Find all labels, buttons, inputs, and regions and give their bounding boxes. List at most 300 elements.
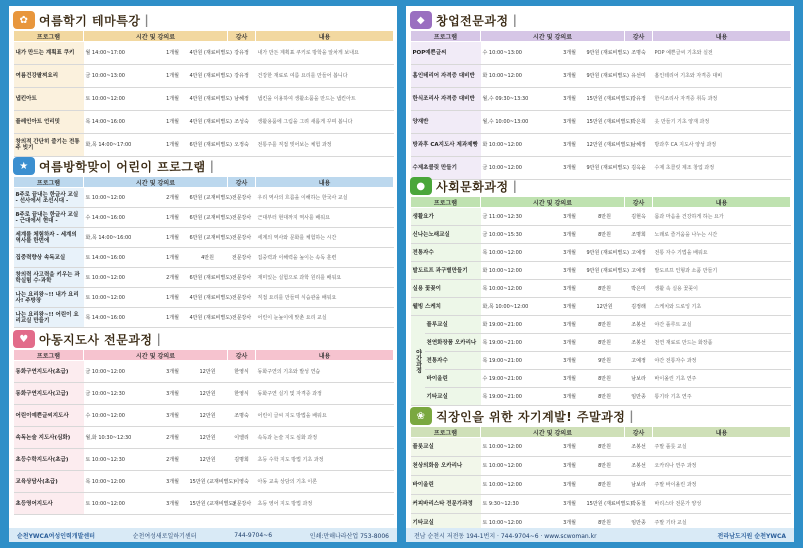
section-title: ◆ 창업전문과정 |: [410, 10, 790, 30]
night-course-label: 야간과정: [411, 316, 425, 406]
fee: 8만원: [585, 476, 625, 495]
program-name: 홈인테리어 자격증 대비반: [411, 65, 481, 88]
flower-icon: ✿: [13, 11, 35, 29]
teacher-name: 고예정: [625, 262, 653, 280]
program-name: 한식조리사 자격증 대비반: [411, 88, 481, 111]
schedule-time: 수 10:00~12:00: [84, 405, 158, 427]
fee: 8만원: [585, 457, 625, 476]
duration: 3개월: [555, 157, 585, 180]
fee: 8만원: [585, 370, 625, 388]
duration: 3개월: [555, 262, 585, 280]
teacher-name: 박은미: [625, 280, 653, 298]
column-header: 프로그램: [411, 427, 481, 438]
schedule-time: 금 10:00~15:30: [481, 226, 555, 244]
description: 한식조리사 자격증 취득 과정: [653, 88, 791, 111]
teacher-name: 조봉선: [625, 316, 653, 334]
duration: 2개월: [158, 268, 188, 288]
description: 몸과 마음을 건강하게 하는 요가: [653, 208, 791, 226]
table-row: [14, 88, 394, 111]
fee: 9만원 (재료비별도): [585, 157, 625, 180]
description: 방과후 CA 지도사 양성 과정: [653, 134, 791, 157]
column-header: 강사: [228, 31, 256, 42]
section-title: ♥ 아동지도사 전문과정 |: [13, 329, 393, 349]
fee: 15만원 (교재비별도): [188, 493, 228, 515]
duration: 3개월: [555, 208, 585, 226]
section-child-instructor: [13, 329, 393, 515]
fee: 4만원 (재료비별도): [188, 65, 228, 88]
teacher-name: 김현옥: [625, 208, 653, 226]
schedule-time: 금 10:00~12:00: [481, 157, 555, 180]
table-row: [14, 188, 394, 208]
fee: 12만원: [188, 383, 228, 405]
column-header: 시간 및 강의료: [84, 177, 228, 188]
program-name: 속독논술 지도사(심화): [14, 427, 84, 449]
program-name: 바이올린: [425, 370, 481, 388]
column-header: 시간 및 강의료: [481, 31, 625, 42]
fee: 12만원: [188, 405, 228, 427]
section-title: ● 사회문화과정 |: [410, 176, 790, 196]
column-header: 내용: [653, 31, 791, 42]
program-name: 나는 요리왕~!! 내가 요리사! 주방장: [14, 288, 84, 308]
schedule-time: 토 10:00~12:00: [84, 188, 158, 208]
table-row: [411, 208, 791, 226]
duration: 1개월: [158, 288, 188, 308]
table-row: [411, 370, 791, 388]
program-name: 8주로 끝내는 한글사 교실 - 근대에서 현대 -: [14, 208, 84, 228]
duration: 2개월: [158, 449, 188, 471]
teacher-name: 한영식: [228, 383, 256, 405]
schedule-time: 토 10:00~12:00: [84, 268, 158, 288]
fee: 15만원 (재료비별도): [585, 495, 625, 514]
footer: [406, 528, 794, 542]
duration: 1개월: [158, 65, 188, 88]
program-name: 8주로 끝내는 한글사 교실 - 선사에서 조선시대 -: [14, 188, 84, 208]
table-row: [411, 88, 791, 111]
description: 통기타 기초 연주: [653, 388, 791, 406]
program-table: [13, 30, 394, 157]
teacher-name: 조봉선: [625, 457, 653, 476]
column-header: 시간 및 강의료: [84, 31, 228, 42]
duration: 3개월: [158, 361, 188, 383]
center-name: 순천여성새로일하기센터: [132, 532, 197, 540]
fee: 4만원 (재료비별도): [188, 288, 228, 308]
schedule-time: 월,수 09:30~13:30: [481, 88, 555, 111]
description: 주말 플룻 교실: [653, 438, 791, 457]
table-row: [14, 248, 394, 268]
description: 옷 만들기 기초 양재 과정: [653, 111, 791, 134]
teacher-name: 전문강사: [228, 268, 256, 288]
schedule-time: 토 10:00~12:00: [481, 457, 555, 476]
description: 우리 역사의 흐름을 이해하는 한국사 교실: [256, 188, 394, 208]
fee: 15만원 (재료비별도): [585, 111, 625, 134]
program-name: 신나는노래교실: [411, 226, 481, 244]
duration: 3개월: [555, 280, 585, 298]
table-row: [14, 228, 394, 248]
program-name: 동화구연지도사(고급): [14, 383, 84, 405]
description: 아동 교육 상담의 기초 이론: [256, 471, 394, 493]
section-social-culture: [410, 176, 790, 406]
table-row: [411, 457, 791, 476]
phone-number: 744-9704~6: [234, 531, 273, 539]
column-header: 강사: [625, 427, 653, 438]
teacher-name: 임만종: [625, 514, 653, 533]
address: 전남 순천시 저전동 194-1번지 · 744-9704~6 · www.scwoman.kr: [414, 532, 597, 540]
teacher-name: 전문강사: [228, 493, 256, 515]
printer-info: 인쇄:만해나라산업 753-8006: [309, 532, 389, 540]
schedule-time: 토 10:00~12:00: [481, 514, 555, 533]
fee: 15만원 (교재비별도): [188, 471, 228, 493]
program-name: 내가 만드는 계획표 쿠키: [14, 42, 84, 65]
teacher-name: 조봉선: [625, 334, 653, 352]
schedule-time: 토 10:00~12:00: [84, 88, 158, 111]
program-name: 생활요가: [411, 208, 481, 226]
fee: 6만원 (재료비별도): [188, 268, 228, 288]
program-name: 양재반: [411, 111, 481, 134]
schedule-time: 토 14:00~16:00: [84, 248, 158, 268]
table-row: [411, 111, 791, 134]
schedule-time: 화,목 14:00~17:00: [84, 134, 158, 157]
schedule-time: 목 14:00~16:00: [84, 111, 158, 134]
table-row: [14, 383, 394, 405]
duration: 3개월: [555, 226, 585, 244]
description: 세계의 역사와 문화를 체험하는 시간: [256, 228, 394, 248]
program-name: 전통자수: [411, 244, 481, 262]
description: 근대부터 현대까지 역사를 배워요: [256, 208, 394, 228]
star-icon: ★: [13, 157, 35, 175]
section-summer-special: [13, 10, 393, 157]
description: 동화구연 실기 및 자격증 과정: [256, 383, 394, 405]
teacher-name: 한영식: [228, 361, 256, 383]
heart-icon: ♥: [13, 330, 35, 348]
schedule-time: 금 10:00~12:00: [84, 361, 158, 383]
teacher-name: 남보라: [625, 476, 653, 495]
program-name: 어린이예쁜글씨지도사: [14, 405, 84, 427]
teacher-name: 조명희: [625, 226, 653, 244]
program-name: 방과후 CA지도사 제과제빵: [411, 134, 481, 157]
duration: 3개월: [555, 457, 585, 476]
program-name: 플레인아트 언리밋: [14, 111, 84, 134]
duration: 3개월: [555, 476, 585, 495]
program-name: 플루교실: [425, 316, 481, 334]
table-row: [411, 316, 791, 334]
teacher-name: 박은희: [625, 111, 653, 134]
duration: 3개월: [555, 42, 585, 65]
schedule-time: 목 19:00~21:00: [481, 388, 555, 406]
description: 수제 초콜릿 제조 창업 과정: [653, 157, 791, 180]
fee: 4만원 (재료비별도): [188, 42, 228, 65]
person-icon: ●: [410, 177, 432, 195]
schedule-time: 토 10:00~12:00: [481, 438, 555, 457]
teacher-name: 유선미: [625, 65, 653, 88]
schedule-time: 토 10:00~12:00: [84, 493, 158, 515]
fee: 15만원 (재료비별도): [585, 88, 625, 111]
fee: 9만원 (재료비별도): [585, 244, 625, 262]
teacher-name: 이영숙: [228, 471, 256, 493]
ywca-logo: 순천YWCA여성인력개발센터: [17, 532, 95, 540]
schedule-time: 월,수 10:00~13:00: [481, 111, 555, 134]
program-name: 냅킨아트: [14, 88, 84, 111]
duration: 1개월: [158, 308, 188, 328]
fee: 12만원: [188, 449, 228, 471]
teacher-name: 강유정: [228, 65, 256, 88]
duration: 3개월: [555, 298, 585, 316]
teacher-name: 전문강사: [228, 188, 256, 208]
description: 내가 만든 계획표 쿠키로 방학을 알차게 보내요: [256, 42, 394, 65]
duration: 3개월: [158, 405, 188, 427]
table-row: [14, 134, 394, 157]
description: 천연 재료로 만드는 화장품: [653, 334, 791, 352]
teacher-name: 오정숙: [228, 134, 256, 157]
column-header: 내용: [256, 177, 394, 188]
teacher-name: 조명숙: [625, 42, 653, 65]
teacher-name: 전문강사: [228, 248, 256, 268]
fee: 8만원: [585, 226, 625, 244]
duration: 1개월: [158, 228, 188, 248]
column-header: 강사: [228, 177, 256, 188]
table-row: [14, 288, 394, 308]
duration: 3개월: [555, 388, 585, 406]
program-name: 집중력향상 속독교실: [14, 248, 84, 268]
fee: 8만원: [585, 388, 625, 406]
teacher-name: 고예정: [625, 244, 653, 262]
table-row: [14, 449, 394, 471]
duration: 1개월: [158, 111, 188, 134]
table-row: [411, 244, 791, 262]
table-row: [14, 308, 394, 328]
schedule-time: 토 10:00~12:00: [481, 476, 555, 495]
program-table: [13, 176, 394, 328]
description: 주말 바이올린 과정: [653, 476, 791, 495]
program-name: 플룻교실: [411, 438, 481, 457]
schedule-time: 화 10:00~12:00: [481, 134, 555, 157]
schedule-time: 토 10:00~12:30: [84, 449, 158, 471]
duration: 3개월: [555, 316, 585, 334]
description: 전통 자수 기법을 배워요: [653, 244, 791, 262]
description: 어린이 눈높이에 맞춘 요리 교실: [256, 308, 394, 328]
schedule-time: 토 9:30~12:30: [481, 495, 555, 514]
teacher-name: 김정래: [625, 298, 653, 316]
teacher-name: 전문강사: [228, 308, 256, 328]
fee: 9만원 (재료비별도): [585, 262, 625, 280]
fee: 12만원 (재료비별도): [585, 134, 625, 157]
section-title: ★ 여름방학맞이 어린이 프로그램 |: [13, 156, 393, 176]
program-table: [410, 426, 791, 533]
cake-icon: ◆: [410, 11, 432, 29]
teacher-name: 남혜정: [625, 134, 653, 157]
description: 초등 수학 지도 방법 기초 과정: [256, 449, 394, 471]
description: 건강한 재료로 여름 요리를 만들어 봅니다: [256, 65, 394, 88]
schedule-time: 월 14:00~17:00: [84, 42, 158, 65]
column-header: 강사: [625, 31, 653, 42]
schedule-time: 화,목 10:00~12:00: [481, 298, 555, 316]
teacher-name: 조성숙: [228, 111, 256, 134]
description: 발도르프 인형과 소품 만들기: [653, 262, 791, 280]
program-name: 수제초콜릿 만들기: [411, 157, 481, 180]
column-header: 프로그램: [411, 31, 481, 42]
column-header: 시간 및 강의료: [481, 197, 625, 208]
description: 야간 전통자수 과정: [653, 352, 791, 370]
table-row: [411, 476, 791, 495]
fee: 9만원: [585, 352, 625, 370]
program-name: 창의력 사고력을 키우는 과학실험 수·과학: [14, 268, 84, 288]
fee: 6만원 (교재비별도): [188, 188, 228, 208]
table-row: [14, 471, 394, 493]
table-row: [411, 65, 791, 88]
table-row: [14, 208, 394, 228]
program-name: 초등수학지도사(초급): [14, 449, 84, 471]
schedule-time: 수 14:00~16:00: [84, 208, 158, 228]
duration: 3개월: [555, 65, 585, 88]
fee: 4만원 (재료비별도): [188, 111, 228, 134]
table-row: [14, 111, 394, 134]
schedule-time: 화 10:00~12:00: [481, 65, 555, 88]
column-header: 시간 및 강의료: [84, 350, 228, 361]
section-title: ✿ 여름학기 테마특강 |: [13, 10, 393, 30]
fee: 4만원 (재료비별도): [188, 88, 228, 111]
leaf-icon: ❀: [410, 407, 432, 425]
fee: 6만원 (재료비별도): [188, 134, 228, 157]
fee: 8만원: [585, 334, 625, 352]
left-page: [9, 6, 397, 542]
duration: 3개월: [555, 438, 585, 457]
column-header: 프로그램: [14, 350, 84, 361]
program-name: 기타교실: [425, 388, 481, 406]
program-name: 천연화장품 오카리나: [425, 334, 481, 352]
description: 직접 요리를 만들며 식습관을 배워요: [256, 288, 394, 308]
description: 오카리나 연주 과정: [653, 457, 791, 476]
table-row: [411, 280, 791, 298]
program-name: 여름건강팔찌요리: [14, 65, 84, 88]
table-row: [411, 298, 791, 316]
table-row: [14, 268, 394, 288]
description: 집중력과 이해력을 높이는 속독 훈련: [256, 248, 394, 268]
table-row: [411, 226, 791, 244]
table-row: [14, 405, 394, 427]
duration: 3개월: [555, 495, 585, 514]
fee: 12만원: [188, 427, 228, 449]
fee: 9만원 (재료비별도): [585, 42, 625, 65]
table-row: [411, 388, 791, 406]
fee: 9만원 (재료비별도): [585, 65, 625, 88]
program-name: 창의적 간단히 즐기는 전통주 빚기: [14, 134, 84, 157]
fee: 6만원 (교재비별도): [188, 228, 228, 248]
duration: 3개월: [555, 244, 585, 262]
table-row: [411, 134, 791, 157]
teacher-name: 남혜정: [228, 88, 256, 111]
teacher-name: 김옥윤: [625, 157, 653, 180]
duration: 2개월: [158, 188, 188, 208]
program-name: 기타교실: [411, 514, 481, 533]
column-header: 내용: [256, 350, 394, 361]
description: 주말 기타 교실: [653, 514, 791, 533]
schedule-time: 월,화 10:30~12:30: [84, 427, 158, 449]
duration: 1개월: [158, 208, 188, 228]
column-header: 내용: [653, 197, 791, 208]
column-header: 강사: [228, 350, 256, 361]
duration: 3개월: [555, 514, 585, 533]
section-weekend: [410, 406, 790, 533]
schedule-time: 토 10:00~12:00: [84, 288, 158, 308]
table-row: [14, 427, 394, 449]
table-row: [14, 493, 394, 515]
teacher-name: 조명숙: [228, 405, 256, 427]
schedule-time: 목 14:00~16:00: [84, 308, 158, 328]
table-row: [14, 42, 394, 65]
program-name: 웰빙 스케치: [411, 298, 481, 316]
description: POP 예쁜글씨 기초와 실전: [653, 42, 791, 65]
table-row: [14, 65, 394, 88]
footer: [9, 528, 397, 542]
teacher-name: 조봉선: [625, 438, 653, 457]
duration: 3개월: [555, 352, 585, 370]
table-row: [14, 361, 394, 383]
description: 초등 영어 지도 방법 과정: [256, 493, 394, 515]
fee: 12만원: [585, 298, 625, 316]
description: 생활용품에 그림을 그려 새롭게 꾸며 봅니다: [256, 111, 394, 134]
description: 어린이 글씨 지도 방법을 배워요: [256, 405, 394, 427]
fee: 8만원: [585, 514, 625, 533]
schedule-time: 목 10:00~12:00: [481, 244, 555, 262]
ywca-logo: 전라남도지원 순천YWCA: [717, 532, 786, 540]
program-name: 교육상담사(초급): [14, 471, 84, 493]
fee: 8만원: [585, 316, 625, 334]
description: 야간 플루트 교실: [653, 316, 791, 334]
section-startup: [410, 10, 790, 180]
duration: 3개월: [158, 493, 188, 515]
program-name: 커피바리스타 전문가과정: [411, 495, 481, 514]
program-table: [410, 30, 791, 180]
duration: 3개월: [555, 111, 585, 134]
teacher-name: 전문강사: [228, 208, 256, 228]
duration: 3개월: [555, 370, 585, 388]
table-row: [411, 495, 791, 514]
duration: 3개월: [555, 134, 585, 157]
fee: 6만원 (교재비별도): [188, 208, 228, 228]
duration: 1개월: [158, 42, 188, 65]
schedule-time: 화,목 14:00~16:00: [84, 228, 158, 248]
table-row: [411, 42, 791, 65]
description: 바이올린 기초 연주: [653, 370, 791, 388]
fee: 8만원: [585, 438, 625, 457]
teacher-name: 고예정: [625, 352, 653, 370]
description: 전통주를 직접 빚어보는 체험 과정: [256, 134, 394, 157]
description: 동화구연의 기초와 발성 연습: [256, 361, 394, 383]
table-row: [411, 438, 791, 457]
schedule-time: 금 11:00~12:30: [481, 208, 555, 226]
section-title: ❀ 직장인을 위한 자기계발! 주말과정 |: [410, 406, 790, 426]
section-kids-program: [13, 156, 393, 328]
schedule-time: 수 19:00~21:00: [481, 370, 555, 388]
fee: 4만원 (재료비별도): [188, 308, 228, 328]
program-name: 천상의화음 오카리나: [411, 457, 481, 476]
program-name: 동화구연지도사(초급): [14, 361, 84, 383]
program-name: 나는 요리왕~!! 어린이 요리교실 만들기: [14, 308, 84, 328]
right-page: [406, 6, 794, 542]
teacher-name: 강유정: [228, 42, 256, 65]
duration: 3개월: [555, 334, 585, 352]
column-header: 프로그램: [14, 31, 84, 42]
program-name: 발도르프 과구별만들기: [411, 262, 481, 280]
fee: 12만원: [188, 361, 228, 383]
description: 생활 속 실용 꽃꽂이: [653, 280, 791, 298]
program-name: 초등영어지도사: [14, 493, 84, 515]
program-name: 세계를 체험하자 - 세계의 역사를 한번에: [14, 228, 84, 248]
column-header: 강사: [625, 197, 653, 208]
program-name: POP예쁜글씨: [411, 42, 481, 65]
duration: 1개월: [158, 134, 188, 157]
duration: 1개월: [158, 88, 188, 111]
duration: 3개월: [158, 471, 188, 493]
